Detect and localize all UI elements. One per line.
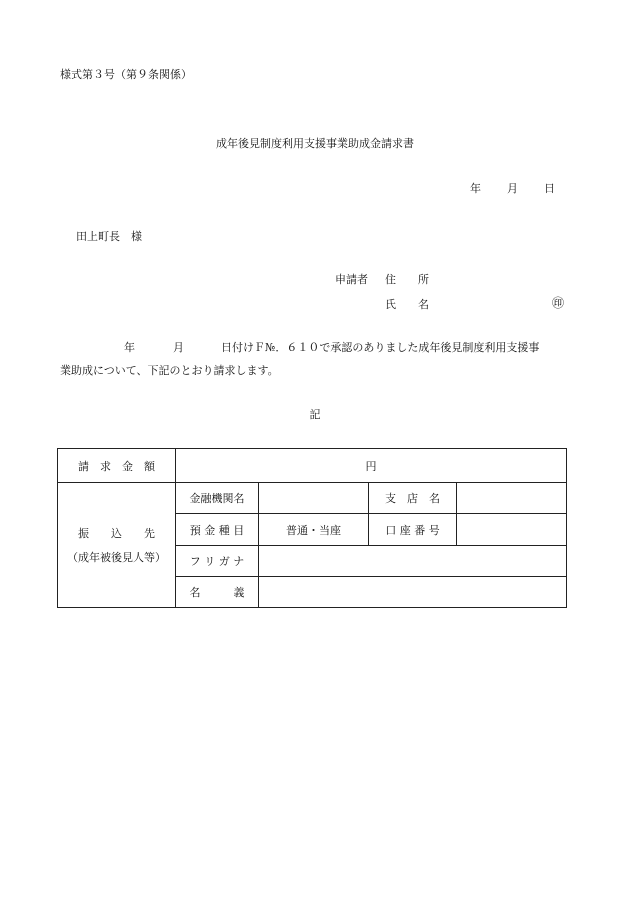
address-label: 住 所 xyxy=(385,273,429,286)
document-title: 成年後見制度利用支援事業助成金請求書 xyxy=(216,137,414,150)
transfer-label: 振 込 先 xyxy=(78,527,155,540)
transfer-sublabel: （成年被後見人等） xyxy=(67,551,166,564)
deposit-type-options[interactable]: 普通・当座 xyxy=(286,523,341,537)
date-day: 日 xyxy=(544,182,555,195)
deposit-type-label: 預 金 種 目 xyxy=(189,523,245,537)
seal-mark: ㊞ xyxy=(552,296,565,310)
bank-name-label: 金融機関名 xyxy=(189,492,245,505)
addressee: 田上町長 様 xyxy=(76,230,142,243)
bank-name-field[interactable] xyxy=(259,483,368,513)
body-line1-text: 日付けＦ№．６１０で承認のありました成年後見制度利用支援事 xyxy=(221,341,540,354)
body-line2-text: 業助成について、下記のとおり請求します。 xyxy=(60,364,279,377)
date-month: 月 xyxy=(507,182,518,195)
amount-label: 請 求 金 額 xyxy=(78,459,155,473)
body-month: 月 xyxy=(173,341,184,354)
body-year: 年 xyxy=(124,341,135,354)
branch-name-field[interactable] xyxy=(457,483,566,513)
account-holder-label: 名 義 xyxy=(189,586,245,599)
ki-heading: 記 xyxy=(309,408,321,421)
name-label: 氏 名 xyxy=(385,298,429,311)
furigana-field[interactable] xyxy=(259,546,566,576)
date-year: 年 xyxy=(470,182,481,195)
branch-name-label: 支 店 名 xyxy=(385,492,440,505)
account-number-field[interactable] xyxy=(457,514,566,545)
request-table xyxy=(57,448,567,608)
transfer-destination-label xyxy=(58,483,175,607)
applicant-label: 申請者 xyxy=(335,273,368,286)
account-holder-field[interactable] xyxy=(259,577,566,607)
form-number: 様式第３号（第９条関係） xyxy=(60,68,192,81)
amount-unit: 円 xyxy=(365,459,377,473)
account-number-label: 口 座 番 号 xyxy=(385,523,440,537)
furigana-label: フ リ ガ ナ xyxy=(189,555,245,568)
